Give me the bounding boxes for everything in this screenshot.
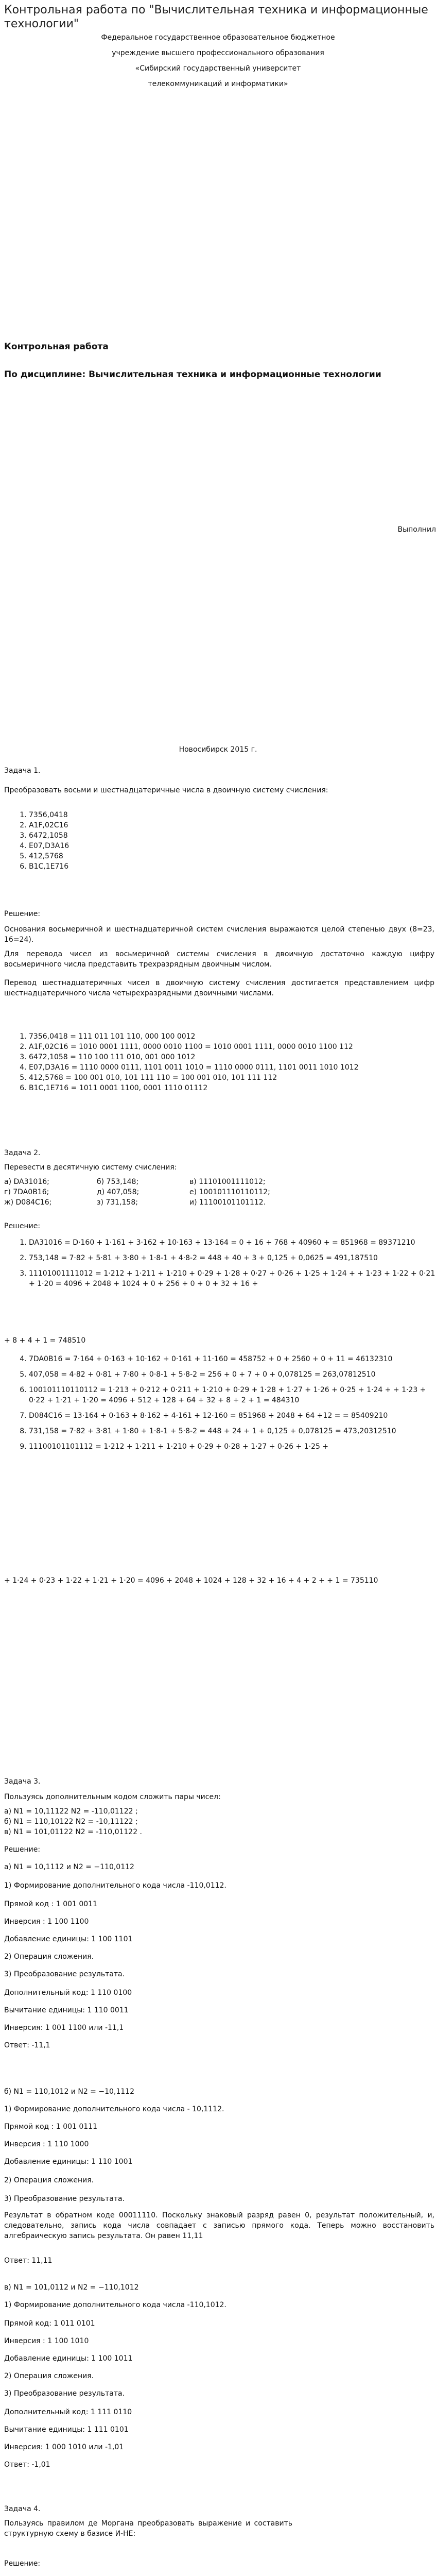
task3-a-line: Инверсия: 1 001 1100 или -11,1	[4, 2024, 124, 2032]
discipline-heading: По дисциплине: Вычислительная техника и информационные технологии	[4, 369, 381, 380]
list-item: 1. DA31016 = D·160 + 1·161 + 3·162 + 10·163 + 13·164 = 0 + 16 + 768 + 40960 + = 851968 = 89371210	[29, 1238, 435, 1248]
task3-b-line: 3) Преобразование результата.	[4, 2195, 125, 2203]
task1-solution-label: Решение:	[4, 910, 41, 918]
task3-c-line: Дополнительный код: 1 111 0110	[4, 2408, 132, 2416]
task3-b-line: Инверсия : 1 110 1000	[4, 2140, 89, 2148]
institution-line-4: телекоммуникаций и информатики»	[148, 80, 288, 88]
page-title: Контрольная работа по "Вычислительная техника и информационные технологии"	[4, 4, 428, 30]
task3-c-line: Добавление единицы: 1 100 1011	[4, 2354, 133, 2363]
task3-a-line: Дополнительный код: 1 110 0100	[4, 1989, 132, 1997]
task3-b-line: 2) Операция сложения.	[4, 2176, 94, 2184]
grid-row: ж) D084C16; з) 731,158; и) 11100101101112.	[4, 1198, 266, 1207]
task2-grid	[4, 1177, 270, 1208]
list-item: 6. B1C,1E716	[29, 861, 69, 872]
task4-title: Задача 4.	[4, 2505, 41, 2513]
task3-a-answer: Ответ: -11,1	[4, 2041, 50, 2049]
task3-title: Задача 3.	[4, 1777, 41, 1786]
task2-continuation-2: + 1·24 + 0·23 + 1·22 + 1·21 + 1·20 = 4096 + 2048 + 1024 + 128 + 32 + 16 + 4 + 2 + + 1 = 735110	[4, 1577, 378, 1585]
task2-continuation-1: + 8 + 4 + 1 = 748510	[4, 1336, 86, 1345]
task2-solution-label: Решение:	[4, 1222, 41, 1230]
city-date: Новосибирск 2015 г.	[179, 745, 257, 754]
task3-a-line: 2) Операция сложения.	[4, 1953, 94, 1961]
list-item: 1. 7356,0418	[29, 810, 69, 820]
task1-paragraph-1: Основания восьмеричной и шестнадцатеричной систем счисления выражаются целой степенью двух (8=23, 16=24).	[4, 925, 434, 944]
list-item: 5. 412,5768	[29, 851, 69, 861]
list-item: 6. B1C,1E716 = 1011 0001 1100, 0001 1110 01112	[29, 1083, 435, 1093]
task3-c-answer: Ответ: -1,01	[4, 2461, 50, 2469]
task3-b-line: 1) Формирование дополнительного кода числа - 10,1112.	[4, 2105, 224, 2113]
task3-b-answer: Ответ: 11,11	[4, 2257, 53, 2265]
task3-a-line: Прямой код : 1 001 0011	[4, 1900, 97, 1908]
task1-paragraph-3: Перевод шестнадцатеричных чисел в двоичную систему счисления достигается представлением цифр шестнадцатеричного числа четырехразрядными двоичными числами.	[4, 979, 434, 997]
task3-pair-c: в) N1 = 101,01122 N2 = -110,01122 .	[4, 1828, 143, 1836]
task1-answers	[4, 1031, 435, 1093]
task3-c-line: Инверсия : 1 100 1010	[4, 2337, 89, 2345]
task1-paragraph-2: Для перевода чисел из восьмеричной системы счисления в двоичную достаточно каждую цифру восьмеричного числа представить трехразрядным двоичным числом.	[4, 950, 434, 969]
task3-c-line: в) N1 = 101,0112 и N2 = −110,1012	[4, 2283, 139, 2292]
task3-b-line: Прямой код : 1 001 0111	[4, 2123, 97, 2131]
list-item: 7. D084C16 = 13·164 + 0·163 + 8·162 + 4·161 + 12·160 = 851968 + 2048 + 64 +12 = = 85409210	[29, 1411, 435, 1421]
list-item: 8. 731,158 = 7·82 + 3·81 + 1·80 + 1·8-1 + 5·8-2 = 448 + 24 + 1 + 0,125 + 0,078125 = 473,20312510	[29, 1426, 435, 1436]
task3-a-line: Добавление единицы: 1 100 1101	[4, 1935, 133, 1943]
task3-solution-label: Решение:	[4, 1845, 41, 1854]
list-item: 9. 11100101101112 = 1·212 + 1·211 + 1·210 + 0·29 + 0·28 + 1·27 + 0·26 + 1·25 +	[29, 1442, 435, 1452]
grid-row: г) 7DA0B16; д) 407,058; е) 100101110110112;	[4, 1188, 270, 1196]
task3-c-line: Вычитание единицы: 1 111 0101	[4, 2426, 129, 2434]
task4-statement: Пользуясь правилом де Моргана преобразовать выражение и составить структурную схему в базисе И-НЕ:	[4, 2519, 292, 2538]
task2-statement: Перевести в десятичную систему счисления:	[4, 1163, 177, 1172]
list-item: 6. 100101110110112 = 1·213 + 0·212 + 0·211 + 1·210 + 0·29 + 1·28 + 1·27 + 1·26 + 0·25 + 1·24 + + 1·23 + 0·22 + 1·21 + 1·20 = 4096 + 512 + 128 + 64 + 32 + 8 + 2 + 1 = 484310	[29, 1385, 435, 1405]
task3-a-line: а) N1 = 10,1112 и N2 = −110,0112	[4, 1863, 134, 1871]
task1-list	[4, 810, 69, 872]
institution-line-1: Федеральное государственное образовательное бюджетное	[101, 33, 335, 42]
list-item: 2. 753,148 = 7·82 + 5·81 + 3·80 + 1·8-1 + 4·8-2 = 448 + 40 + 3 + 0,125 + 0,0625 = 491,187510	[29, 1253, 435, 1263]
task4-solution-label: Решение:	[4, 2560, 41, 2568]
task3-b-line: Добавление единицы: 1 110 1001	[4, 2158, 133, 2166]
list-item: 4. E07,D3A16 = 1110 0000 0111, 1101 0011 1010 = 1110 0000 0111, 1101 0011 1010 1012	[29, 1062, 435, 1073]
task3-c-line: Инверсия: 1 000 1010 или -1,01	[4, 2443, 124, 2451]
task1-statement: Преобразовать восьми и шестнадцатеричные числа в двоичную систему счисления:	[4, 786, 328, 794]
list-item: 3. 11101001111012 = 1·212 + 1·211 + 1·210 + 0·29 + 1·28 + 0·27 + 0·26 + 1·25 + 1·24 + + 1·23 + 1·22 + 0·21 + 1·20 = 4096 + 2048 + 1024 + 0 + 256 + 0 + 0 + 32 + 16 +	[29, 1268, 435, 1289]
task3-pair-b: б) N1 = 110,10122 N2 = -10,11122 ;	[4, 1818, 138, 1826]
task2-list-2	[4, 1354, 435, 1452]
list-item: 3. 6472,1058 = 110 100 111 010, 001 000 1012	[29, 1052, 435, 1062]
task3-b-line: б) N1 = 110,1012 и N2 = −10,1112	[4, 2088, 134, 2096]
task3-a-line: 3) Преобразование результата.	[4, 1970, 125, 1978]
list-item: 3. 6472,1058	[29, 831, 69, 841]
list-item: 5. 412,5768 = 100 001 010, 101 111 110 = 100 001 010, 101 111 112	[29, 1073, 435, 1083]
doc-heading: Контрольная работа	[4, 342, 109, 352]
task3-c-line: 3) Преобразование результата.	[4, 2389, 125, 2398]
task3-pair-a: а) N1 = 10,11122 N2 = -110,01122 ;	[4, 1807, 138, 1816]
list-item: 2. A1F,02C16	[29, 820, 69, 831]
task3-a-line: 1) Формирование дополнительного кода числа -110,0112.	[4, 1882, 226, 1890]
performed-label: Выполнил	[397, 526, 436, 534]
task1-title: Задача 1.	[4, 767, 41, 775]
task3-a-line: Инверсия : 1 100 1100	[4, 1918, 89, 1926]
institution-line-2: учреждение высшего профессионального образования	[112, 49, 324, 57]
task3-b-result: Результат в обратном коде 00011110. Поскольку знаковый разряд равен 0, результат положительный, и, следовательно, запись кода числа совпадает с записью прямого кода. Теперь можно восстановить алгебраическую запись результата. Он равен 11,11	[4, 2211, 434, 2240]
list-item: 5. 407,058 = 4·82 + 0·81 + 7·80 + 0·8-1 + 5·8-2 = 256 + 0 + 7 + 0 + 0,078125 = 263,07812510	[29, 1369, 435, 1380]
task2-list-1	[4, 1238, 435, 1289]
list-item: 4. 7DA0B16 = 7·164 + 0·163 + 10·162 + 0·161 + 11·160 = 458752 + 0 + 2560 + 0 + 11 = 46132310	[29, 1354, 435, 1364]
task3-statement: Пользуясь дополнительным кодом сложить пары чисел:	[4, 1793, 221, 1801]
list-item: 1. 7356,0418 = 111 011 101 110, 000 100 0012	[29, 1031, 435, 1042]
institution-line-3: «Сибирский государственный университет	[135, 64, 301, 73]
task3-a-line: Вычитание единицы: 1 110 0011	[4, 2006, 129, 2014]
task2-title: Задача 2.	[4, 1149, 41, 1157]
list-item: 2. A1F,02C16 = 1010 0001 1111, 0000 0010 1100 = 1010 0001 1111, 0000 0010 1100 112	[29, 1042, 435, 1052]
task3-c-line: 2) Операция сложения.	[4, 2372, 94, 2380]
list-item: 4. E07,D3A16	[29, 841, 69, 851]
task3-c-line: 1) Формирование дополнительного кода числа -110,1012.	[4, 2301, 226, 2309]
grid-row: а) DA31016; б) 753,148; в) 11101001111012;	[4, 1178, 266, 1186]
task3-c-line: Прямой код: 1 011 0101	[4, 2319, 95, 2328]
